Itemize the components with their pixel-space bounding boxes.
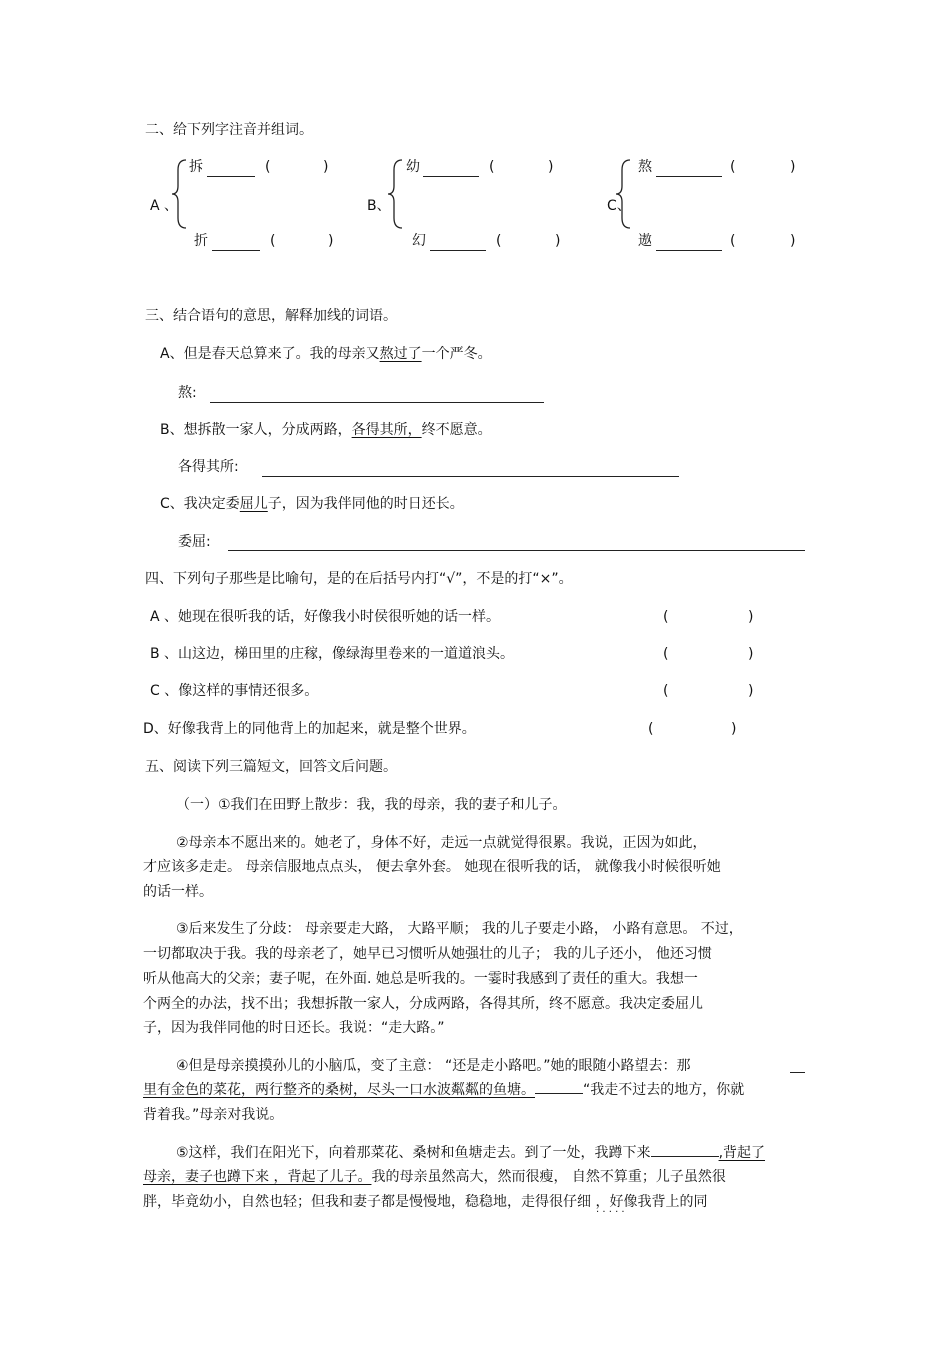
paragraph-3-line: 一切都取决于我。我的母亲老了，她早已习惯听从她强壮的儿子； 我的儿子还小， 他还习惯 (143, 946, 712, 962)
underlined-word: 各得其所， (351, 422, 422, 438)
paren-open: ( (496, 233, 502, 249)
paragraph-4-line: ④但是母亲摸摸孙儿的小脑瓜，变了主意： “还是走小路吧。”她的眼随小路望去：那 (176, 1058, 691, 1074)
question-c (160, 495, 464, 513)
group-b-bottom-char: 幻 (412, 233, 426, 249)
underlined-sentence: ,背起了 (718, 1145, 766, 1161)
answer-line[interactable] (656, 176, 722, 177)
paren-close: ) (790, 233, 796, 249)
judge-item: A 、她现在很听我的话，好像我小时侯很听她的话一样。 (150, 609, 501, 625)
question-text: C、我决定委 (160, 496, 240, 512)
paren-close: ) (731, 721, 737, 737)
question-text: A、但是春天总算来了。我的母亲又 (160, 346, 380, 362)
underlined-word: 屈儿 (239, 496, 268, 512)
paren-close: ) (790, 159, 796, 175)
paren-open: ( (265, 159, 271, 175)
section-2-title: 二、给下列字注音并组词。 (145, 122, 313, 138)
paren-open[interactable]: ( (663, 683, 669, 699)
question-text: B、想拆散一家人，分成两路， (160, 422, 352, 438)
paren-open: ( (489, 159, 495, 175)
question-b (160, 421, 492, 439)
paragraph-4-line (143, 1081, 744, 1099)
brace-icon (386, 158, 404, 230)
paren-open: ( (730, 233, 736, 249)
paren-close: ) (748, 646, 754, 662)
answer-line[interactable] (423, 176, 479, 177)
section-5-title: 五、阅读下列三篇短文，回答文后问题。 (145, 759, 397, 775)
paren-open: ( (730, 159, 736, 175)
paragraph-3-line: 听从他高大的父亲；妻子呢，在外面. 她总是听我的。一霎时我感到了责任的重大。我想一 (143, 971, 698, 987)
paren-close: ) (555, 233, 561, 249)
answer-line[interactable] (212, 250, 260, 251)
paren-close: ) (328, 233, 334, 249)
paren-close: ) (323, 159, 329, 175)
answer-line-c[interactable] (228, 550, 805, 551)
group-a-top-char: 拆 (189, 159, 203, 175)
paragraph-5-line (143, 1168, 726, 1186)
paragraph-text: 我的母亲虽然高大，然而很瘦， 自然不算重；儿子虽然很 (371, 1169, 726, 1185)
group-c-top-char: 熬 (638, 159, 652, 175)
paragraph-3-line: 个两全的办法，找不出；我想拆散一家人，分成两路，各得其所，终不愿意。我决定委屈儿 (143, 996, 703, 1012)
paren-open[interactable]: ( (663, 609, 669, 625)
answer-line[interactable] (656, 250, 722, 251)
paren-open: ( (270, 233, 276, 249)
paragraph-5-line (176, 1144, 765, 1162)
paragraph-text: “我走不过去的地方，你就 (583, 1082, 745, 1098)
paragraph-4-line: 背着我。”母亲对我说。 (143, 1107, 284, 1123)
answer-label-b: 各得其所: (178, 459, 239, 475)
answer-line[interactable] (207, 176, 255, 177)
underlined-sentence: 里有金色的菜花，两行整齐的桑树，尽头一口水波粼粼的鱼塘。 (143, 1082, 535, 1098)
paragraph-2-line: 的话一样。 (143, 884, 213, 900)
group-b-top-char: 幼 (406, 159, 420, 175)
question-text: 子，因为我伴同他的时日还长。 (267, 496, 464, 512)
underline-mark (790, 1072, 805, 1073)
paren-close: ) (548, 159, 554, 175)
paren-open[interactable]: ( (663, 646, 669, 662)
answer-line-a[interactable] (210, 402, 544, 403)
underlined-word: 熬过了 (379, 346, 422, 362)
question-a (160, 345, 492, 363)
answer-line-b[interactable] (262, 476, 679, 477)
question-text: 终不愿意。 (421, 422, 492, 438)
brace-icon (614, 158, 632, 230)
paragraph-3-line: 子，因为我伴同他的时日还长。我说：“走大路。” (143, 1020, 445, 1036)
paragraph-2-line: ②母亲本不愿出来的。她老了，身体不好，走远一点就觉得很累。我说，正因为如此， (176, 835, 707, 851)
judge-item: C 、像这样的事情还很多。 (150, 683, 319, 699)
underline-gap (535, 1081, 583, 1094)
underline-gap (651, 1144, 719, 1157)
brace-icon (170, 158, 188, 230)
paragraph-3-line: ③后来发生了分歧： 母亲要走大路， 大路平顺； 我的儿子要走小路， 小路有意思。 不过， (176, 921, 743, 937)
judge-item: D、好像我背上的同他背上的加起来，就是整个世界。 (143, 721, 476, 737)
group-c-bottom-char: 遨 (638, 233, 652, 249)
section-4-title: 四、下列句子那些是比喻句，是的在后括号内打“√”，不是的打“×”。 (145, 571, 573, 587)
paragraph-2-line: 才应该多走走。 母亲信服地点点头， 便去拿外套。 她现在很听我的话， 就像我小时候很听她 (143, 859, 721, 875)
paragraph-1: （一）①我们在田野上散步：我，我的母亲，我的妻子和儿子。 (176, 797, 567, 813)
answer-label-c: 委屈: (178, 534, 211, 550)
answer-label-a: 熬: (178, 385, 197, 401)
paragraph-5-line: 胖，毕竟幼小，自然也轻；但我和妻子都是慢慢地，稳稳地，走得很仔细 ，好像我背上的同 (143, 1194, 708, 1210)
paren-close: ) (748, 609, 754, 625)
question-text: 一个严冬。 (421, 346, 492, 362)
paren-close: ) (748, 683, 754, 699)
answer-line[interactable] (430, 250, 486, 251)
section-3-title: 三、结合语句的意思，解释加线的词语。 (145, 308, 397, 324)
group-b-label: B、 (367, 198, 391, 214)
group-a-label: A 、 (150, 198, 179, 214)
judge-item: B 、山这边，梯田里的庄稼，像绿海里卷来的一道道浪头。 (150, 646, 515, 662)
group-c-label: C、 (607, 198, 631, 214)
underlined-sentence: 母亲，妻子也蹲下来 ，背起了儿子。 (143, 1169, 372, 1185)
group-a-bottom-char: 折 (194, 233, 208, 249)
paren-open[interactable]: ( (648, 721, 654, 737)
emphasis-dots: · · · · · (596, 1207, 625, 1218)
paragraph-text: ⑤这样，我们在阳光下，向着那菜花、桑树和鱼塘走去。到了一处，我蹲下来 (176, 1145, 651, 1161)
